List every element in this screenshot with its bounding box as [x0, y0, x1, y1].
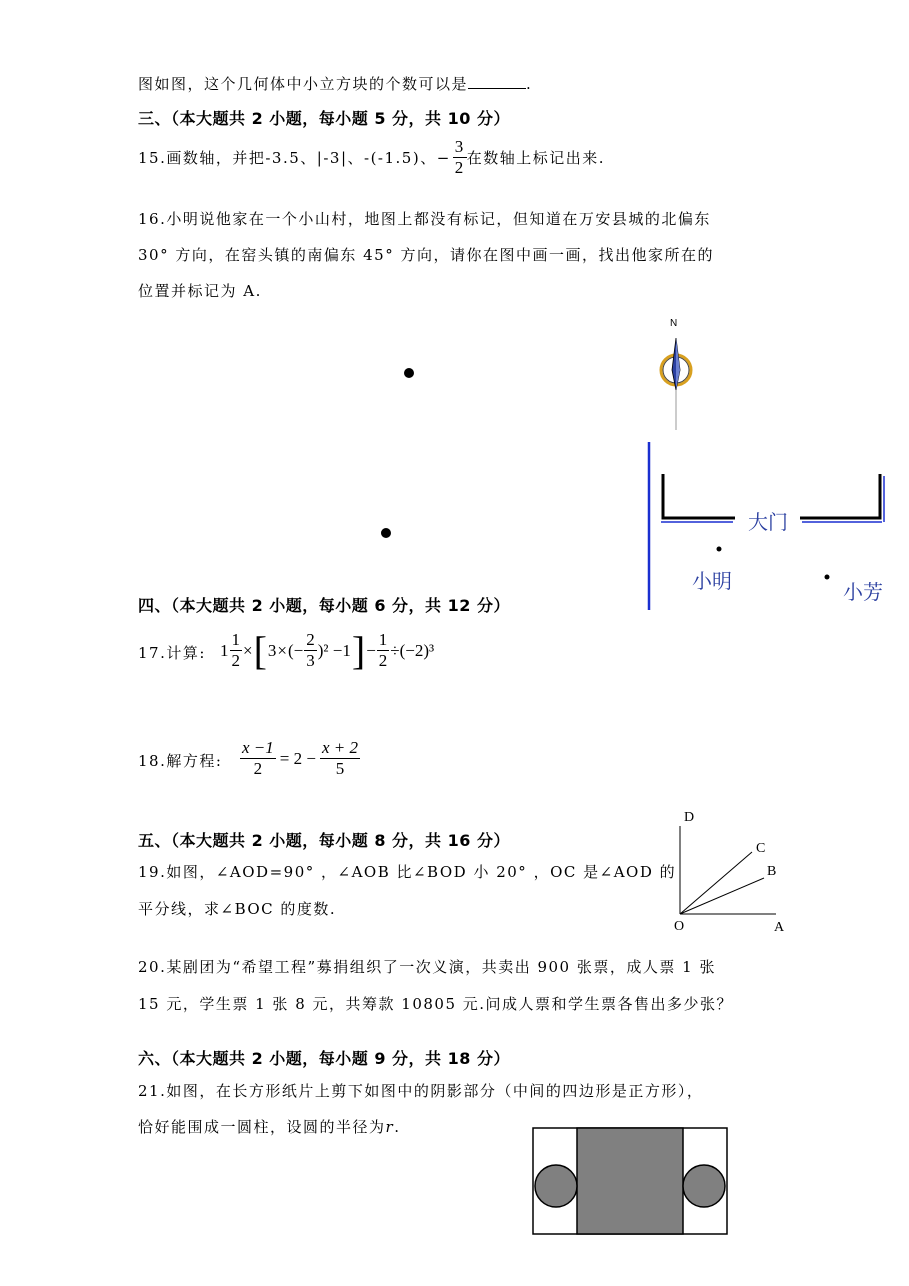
q17-close-power: )² −1 — [317, 640, 351, 660]
q21-radius-symbol: r — [385, 1118, 395, 1136]
q20-line-1: 20.某剧团为“希望工程”募捐组织了一次义演，共卖出 900 张票，成人票 1 张 — [138, 958, 716, 976]
section-5-heading: 五、（本大题共 2 小题，每小题 8 分，共 16 分） — [138, 831, 510, 850]
map-xiaofang-label: 小芳 — [843, 580, 883, 604]
q17-minus: − — [366, 640, 376, 660]
question-15 — [138, 137, 605, 178]
q21-line-2-text: 恰好能围成一圆柱，设圆的半径为 — [138, 1118, 386, 1136]
section-4-heading: 四、（本大题共 2 小题，每小题 6 分，共 12 分） — [138, 596, 510, 615]
angle-label-c: C — [756, 841, 766, 856]
q17-right-bracket: ] — [351, 627, 366, 673]
q17-frac-b-num: 2 — [306, 630, 315, 649]
q17-frac-c-den: 2 — [378, 651, 388, 670]
q17-three: 3 — [267, 640, 277, 660]
q16-line-1: 16.小明说他家在一个小山村，地图上都没有标记，但知道在万安县城的北偏东 — [138, 210, 711, 228]
section-3-heading: 三、（本大题共 2 小题，每小题 5 分，共 10 分） — [138, 109, 510, 128]
q15-prefix: 15.画数轴，并把-3.5、|-3|、-(-1.5)、 — [138, 149, 437, 167]
q21-line-1: 21.如图，在长方形纸片上剪下如图中的阴影部分（中间的四边形是正方形）， — [138, 1082, 704, 1100]
q18-equation — [240, 738, 360, 779]
angle-label-b: B — [767, 864, 777, 879]
map-gate-label: 大门 — [748, 510, 788, 534]
q15-frac-den: 2 — [454, 158, 465, 177]
answer-blank — [468, 74, 526, 89]
q17-frac-a-den: 2 — [231, 651, 240, 670]
q14-tail — [138, 73, 532, 94]
q19-line-2: 平分线，求∠BOC 的度数. — [138, 900, 337, 918]
q15-minus: − — [436, 148, 451, 167]
q17-open-paren: (− — [288, 640, 304, 660]
q21-line-2 — [138, 1116, 400, 1137]
q20-line-2: 15 元，学生票 1 张 8 元，共筹款 10805 元.问成人票和学生票各售出多少张？ — [138, 995, 734, 1013]
cylinder-net-figure — [532, 1127, 730, 1237]
angle-label-o: O — [674, 919, 685, 934]
q16-line-3: 位置并标记为 A. — [138, 282, 262, 300]
map-xiaoming-label: 小明 — [692, 569, 732, 593]
q15-suffix: 在数轴上标记出来. — [466, 149, 606, 167]
q14-end: . — [526, 75, 533, 93]
yaotou-town-dot — [381, 528, 391, 538]
q18-left-den: 2 — [253, 759, 263, 778]
q17-frac-c — [377, 630, 390, 671]
q16-line-2: 30° 方向，在窑头镇的南偏东 45° 方向，请你在图中画一画，找出他家所在的 — [138, 246, 714, 264]
compass-icon — [652, 332, 702, 432]
q17-frac-a-num: 1 — [231, 630, 240, 649]
section-6-heading: 六、（本大题共 2 小题，每小题 9 分，共 18 分） — [138, 1049, 510, 1068]
q18-frac-right — [320, 738, 360, 779]
q17-times-2: × — [277, 640, 288, 660]
q18-equals: = 2 − — [279, 748, 316, 768]
q18-frac-left — [240, 738, 276, 779]
q18-right-den: 5 — [335, 759, 345, 778]
compass-north-label: N — [670, 318, 678, 329]
angle-label-a: A — [774, 920, 785, 935]
q17-frac-b-den: 3 — [306, 651, 315, 670]
q21-line-2-end: . — [394, 1118, 401, 1136]
q15-frac-num: 3 — [454, 137, 465, 156]
angle-figure — [672, 822, 782, 922]
q18-left-num: x −1 — [242, 738, 274, 757]
q17-frac-a — [230, 630, 243, 671]
q17-tail: ÷(−2)³ — [390, 640, 435, 660]
q17-left-bracket: [ — [253, 627, 267, 673]
q17-frac-c-num: 1 — [378, 630, 388, 649]
q18-label: 18.解方程: — [138, 752, 223, 770]
q19-line-1: 19.如图，∠AOD=90° ，∠AOB 比∠BOD 小 20° ，OC 是∠AOD 的 — [138, 863, 677, 881]
q17-times: × — [243, 640, 253, 660]
county-town-dot — [404, 368, 414, 378]
angle-label-d: D — [684, 810, 695, 825]
q17-expression — [220, 627, 435, 673]
q17-label: 17.计算: — [138, 644, 206, 662]
q18-right-num: x + 2 — [321, 738, 358, 757]
q14-text: 图如图，这个几何体中小立方块的个数可以是 — [138, 75, 469, 93]
q17-mixed-whole: 1 — [220, 640, 229, 660]
q15-fraction — [453, 137, 467, 178]
q17-frac-b — [304, 630, 317, 671]
